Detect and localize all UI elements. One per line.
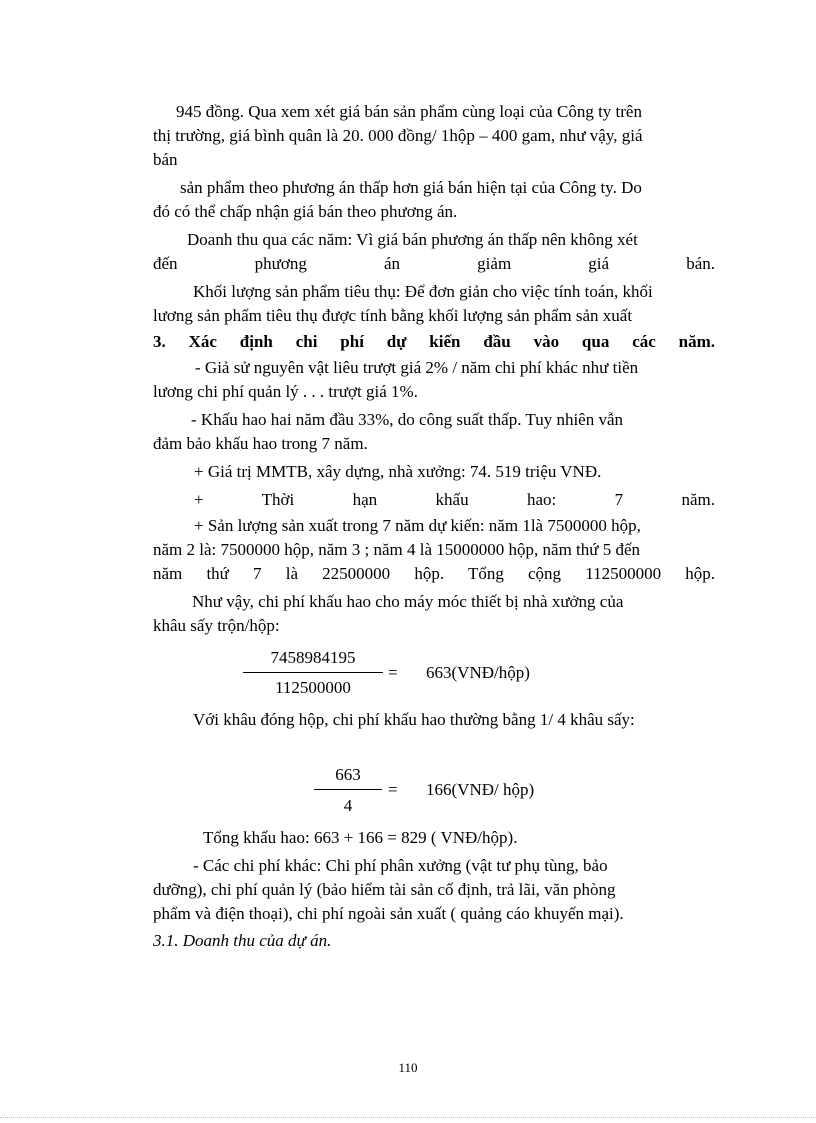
text-line: Với khâu đóng hộp, chi phí khấu hao thường bằng 1/ 4 khâu sấy: <box>193 710 635 729</box>
equals-sign: = <box>388 663 398 682</box>
fraction-bar <box>243 672 383 673</box>
formula-denominator: 4 <box>343 796 353 815</box>
text-line: khâu sấy trộn/hộp: <box>153 616 280 635</box>
equals-sign: = <box>388 780 398 799</box>
page-number: 110 <box>398 1060 418 1075</box>
formula-denominator: 112500000 <box>275 678 351 697</box>
fraction-bar <box>314 789 382 790</box>
text-line: lương chi phí quản lý . . . trượt giá 1%. <box>153 382 418 401</box>
formula-numerator: 663 <box>335 765 361 784</box>
section-heading: 3. Xác định chi phí dự kiến đầu vào qua các năm. <box>153 332 715 351</box>
text-line: lương sản phẩm tiêu thụ được tính bằng khối lượng sản phẩm sản xuất <box>153 306 633 325</box>
text-line: thị trường, giá bình quân là 20. 000 đồng/ 1hộp – 400 gam, như vậy, giá <box>153 126 643 145</box>
text-line: - Giả sử nguyên vật liêu trượt giá 2% / năm chi phí khác như tiền <box>195 358 639 377</box>
text-line: bán <box>153 150 178 169</box>
text-line: đến phương án giảm giá bán. <box>153 254 715 273</box>
text-line: Tổng khấu hao: 663 + 166 = 829 ( VNĐ/hộp). <box>203 828 518 847</box>
formula-numerator: 7458984195 <box>270 648 356 667</box>
text-line: - Các chi phí khác: Chi phí phân xưởng (vật tư phụ tùng, bảo <box>193 856 608 875</box>
text-line: - Khấu hao hai năm đầu 33%, do công suất thấp. Tuy nhiên vẫn <box>191 410 624 429</box>
text-line: năm thứ 7 là 22500000 hộp. Tổng cộng 112500000 hộp. <box>153 564 715 583</box>
text-line: 945 đồng. Qua xem xét giá bán sản phẩm cùng loại của Công ty trên <box>176 102 642 121</box>
page-bottom-rule <box>0 1117 816 1118</box>
text-line: phẩm và điện thoại), chi phí ngoài sản xuất ( quảng cáo khuyến mại). <box>153 904 624 923</box>
formula-result: 663(VNĐ/hộp) <box>426 663 530 682</box>
text-line: + Sản lượng sản xuất trong 7 năm dự kiến: năm 1là 7500000 hộp, <box>194 516 641 535</box>
text-line: + Giá trị MMTB, xây dựng, nhà xưởng: 74. 519 triệu VNĐ. <box>194 462 602 481</box>
text-line: Như vậy, chi phí khấu hao cho máy móc thiết bị nhà xưởng của <box>192 592 624 611</box>
text-line: + Thời hạn khấu hao: 7 năm. <box>194 490 715 509</box>
text-line: Khối lượng sản phẩm tiêu thụ: Để đơn giản cho việc tính toán, khối <box>193 282 653 301</box>
formula-result: 166(VNĐ/ hộp) <box>426 780 535 799</box>
text-line: sản phẩm theo phương án thấp hơn giá bán hiện tại của Công ty. Do <box>180 178 642 197</box>
subsection-heading: 3.1. Doanh thu của dự án. <box>153 931 332 950</box>
text-line: đảm bảo khấu hao trong 7 năm. <box>153 434 368 453</box>
text-line: đó có thể chấp nhận giá bán theo phương án. <box>153 202 458 221</box>
text-line: dưỡng), chi phí quản lý (bảo hiểm tài sản cố định, trả lãi, văn phòng <box>153 880 616 899</box>
text-line: Doanh thu qua các năm: Vì giá bán phương án thấp nên không xét <box>187 230 638 249</box>
text-line: năm 2 là: 7500000 hộp, năm 3 ; năm 4 là 15000000 hộp, năm thứ 5 đến <box>153 540 641 559</box>
